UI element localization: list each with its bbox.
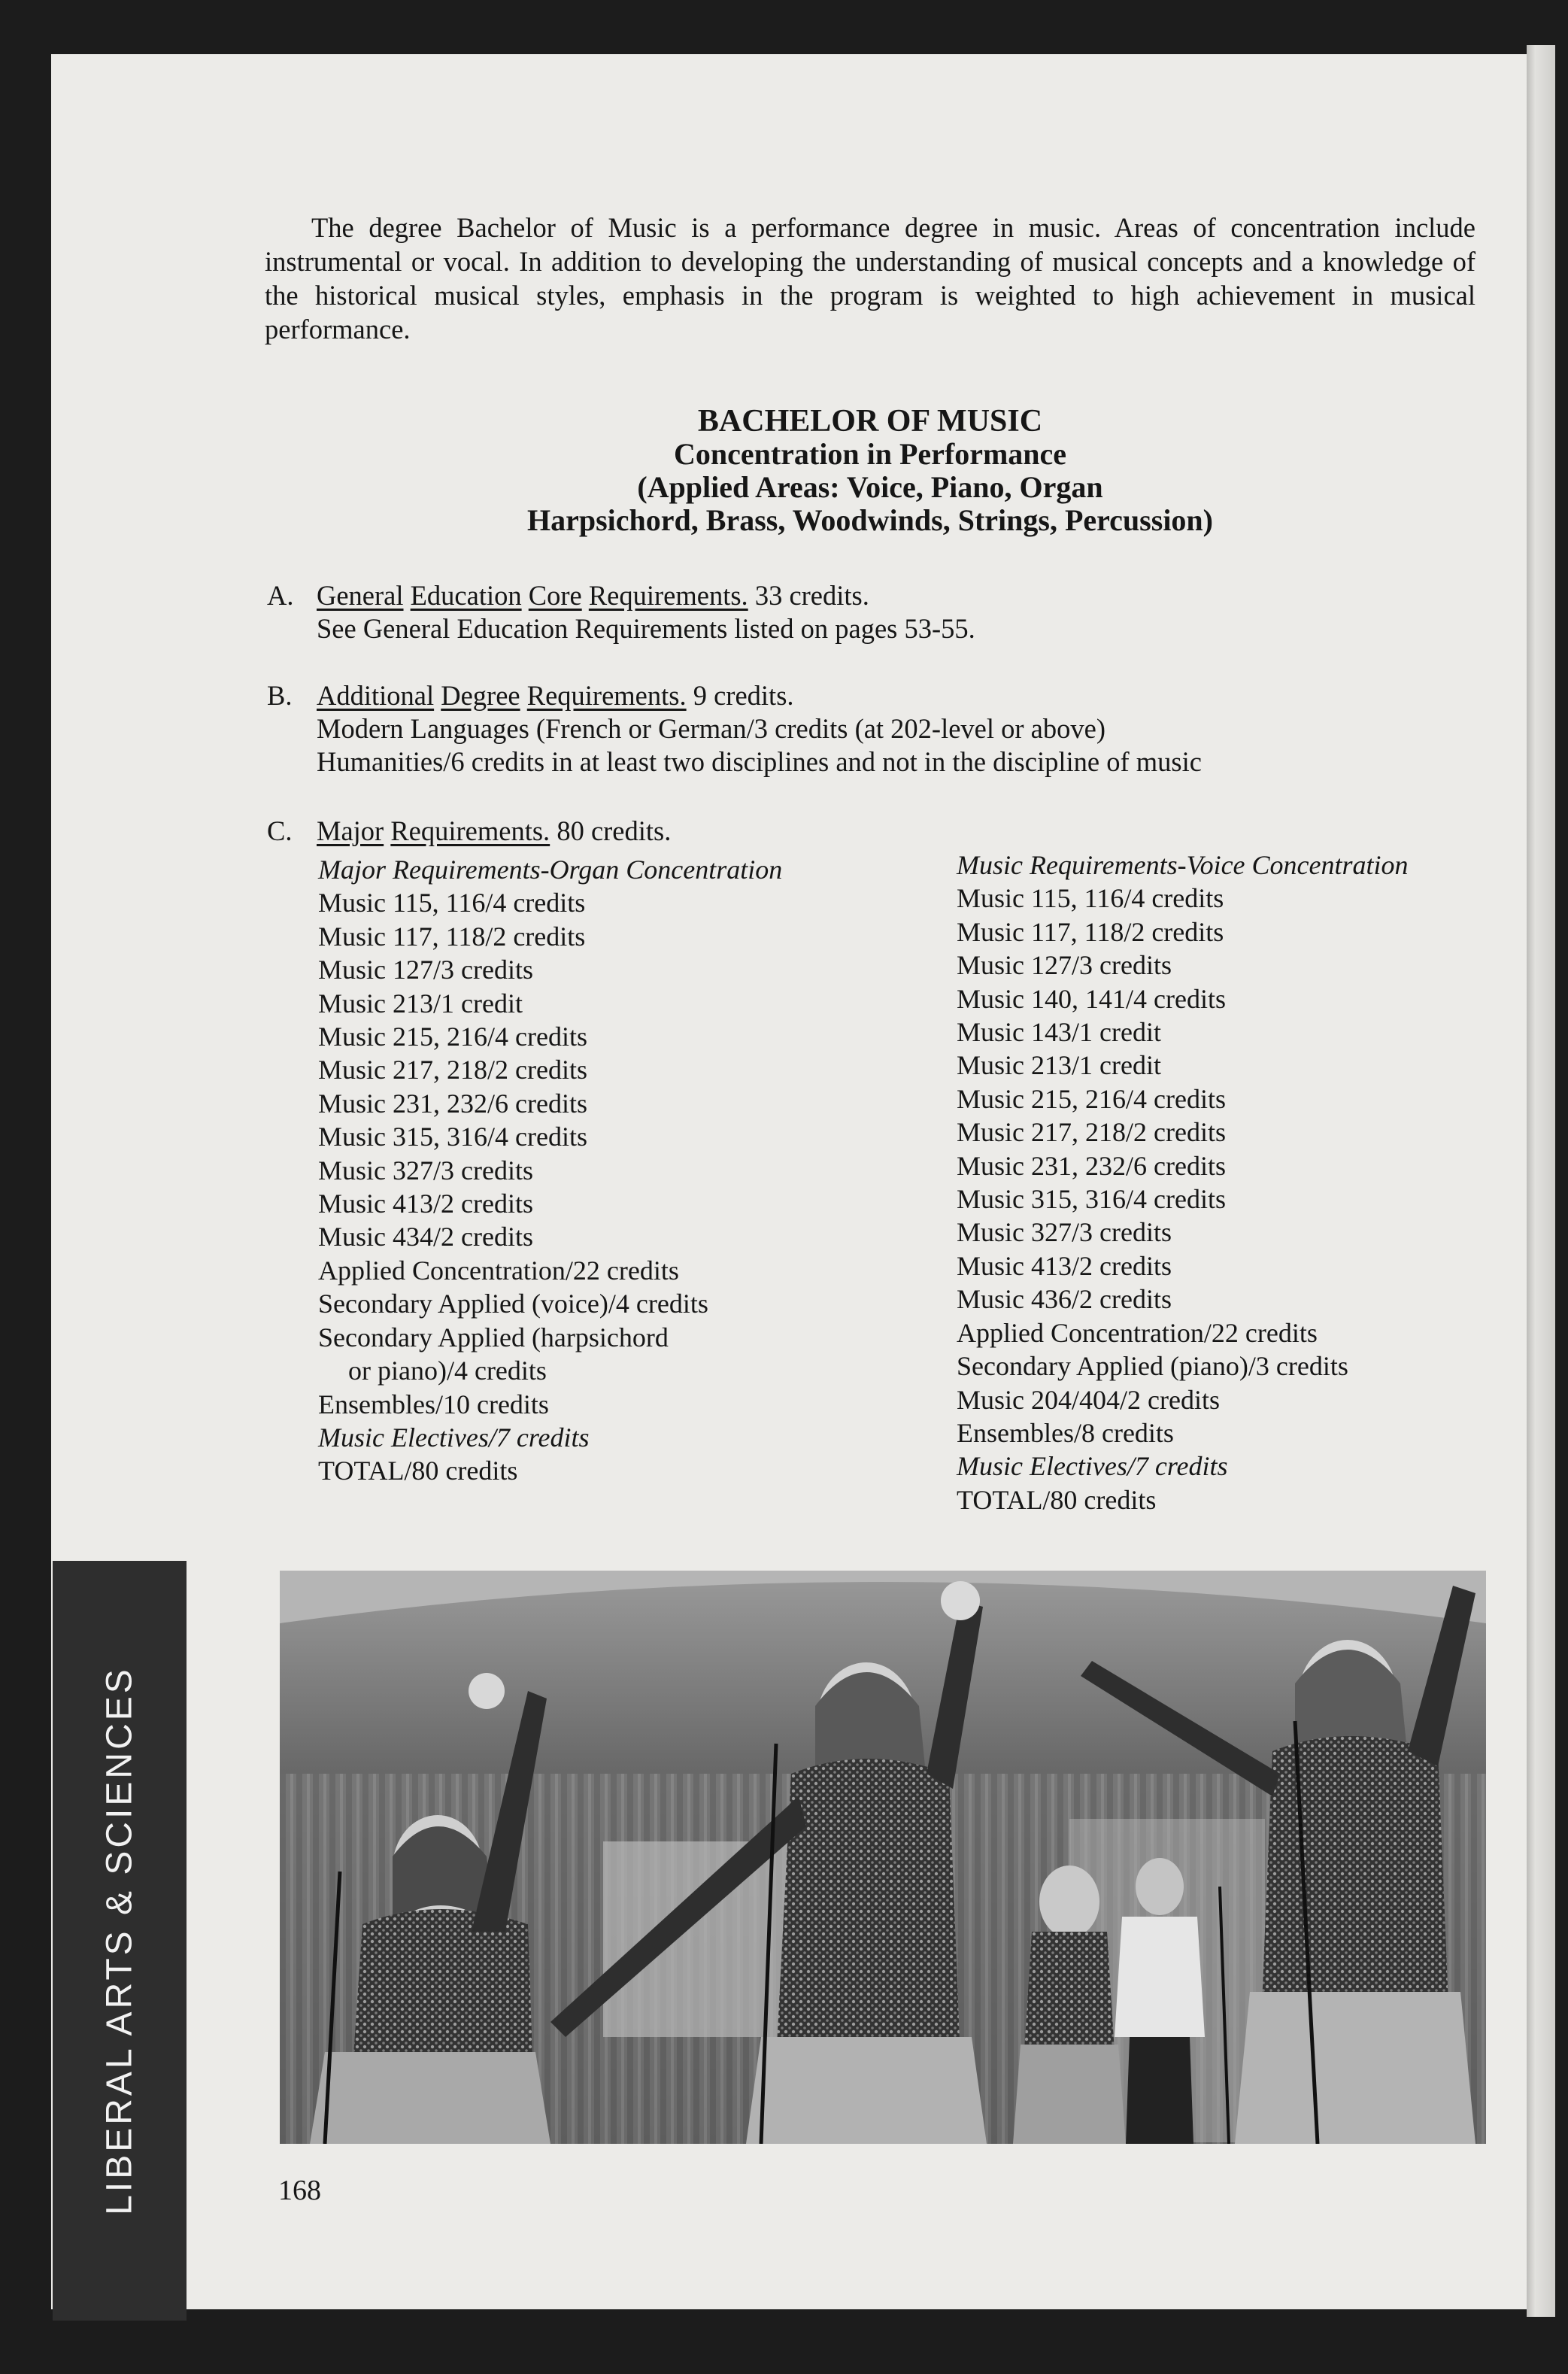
voice-heading: Music Requirements-Voice Concentration — [957, 850, 1409, 880]
program-title-line4: Harpsichord, Brass, Woodwinds, Strings, Percussion) — [526, 503, 1213, 537]
section-b-letter: B. — [267, 680, 293, 711]
section-b-line1: Modern Languages (French or German/3 credits (at 202-level or above) — [317, 713, 1105, 744]
list-item: Music 315, 316/4 credits — [318, 1122, 587, 1152]
voice-requirements — [957, 849, 1409, 1516]
section-b — [267, 679, 1485, 779]
organ-heading: Major Requirements-Organ Concentration — [318, 855, 783, 885]
list-item: Secondary Applied (voice)/4 credits — [318, 1289, 708, 1319]
list-item: Music 413/2 credits — [957, 1250, 1172, 1281]
organ-requirements — [318, 853, 782, 1488]
list-item: Ensembles/8 credits — [957, 1417, 1174, 1448]
section-tab-label: LIBERAL ARTS & SCIENCES — [99, 1666, 140, 2215]
program-title-line1: BACHELOR OF MUSIC — [697, 404, 1043, 439]
section-c-letter: C. — [267, 815, 293, 846]
list-item: Music 315, 316/4 credits — [957, 1184, 1226, 1215]
list-item: Ensembles/10 credits — [318, 1389, 549, 1419]
page-number: 168 — [278, 2175, 321, 2206]
list-item: Music 327/3 credits — [957, 1217, 1172, 1248]
section-a-letter: A. — [267, 580, 294, 611]
program-title — [265, 405, 1475, 537]
list-item: Music 213/1 credit — [957, 1050, 1161, 1081]
list-item: Secondary Applied (harpsichord — [318, 1322, 669, 1352]
list-item: Music 127/3 credits — [957, 950, 1172, 981]
list-item: Applied Concentration/22 credits — [957, 1317, 1318, 1348]
list-item: Music 115, 116/4 credits — [957, 883, 1224, 914]
organ-total: TOTAL/80 credits — [318, 1456, 518, 1486]
list-item: Music 434/2 credits — [318, 1222, 533, 1252]
section-c — [267, 815, 1485, 848]
list-item: Music 127/3 credits — [318, 955, 533, 985]
list-item: Music 117, 118/2 credits — [318, 921, 586, 952]
intro-paragraph: The degree Bachelor of Music is a performance degree in music. Areas of concentration include instrumental or vocal. In addition to developing the understanding of musical concepts and a knowledge of the historical musical styles, emphasis in the program is weighted to high achievement in musical performance. — [265, 212, 1475, 345]
section-a-note: See General Education Requirements listed on pages 53-55. — [317, 613, 975, 644]
list-item: or piano)/4 credits — [348, 1355, 547, 1386]
list-item: Music 217, 218/2 credits — [957, 1117, 1226, 1148]
organ-electives: Music Electives/7 credits — [318, 1422, 590, 1453]
program-title-line3: (Applied Areas: Voice, Piano, Organ — [637, 470, 1103, 504]
list-item: Music 117, 118/2 credits — [957, 916, 1224, 947]
choir-performance-photo — [280, 1571, 1486, 2144]
list-item: Applied Concentration/22 credits — [318, 1255, 679, 1286]
list-item: Music 231, 232/6 credits — [318, 1088, 587, 1119]
list-item: Music 327/3 credits — [318, 1155, 533, 1185]
section-c-heading: Major Requirements. 80 credits. — [317, 815, 672, 846]
list-item: Music 215, 216/4 credits — [318, 1022, 587, 1052]
section-b-heading: Additional Degree Requirements. 9 credits. — [317, 680, 794, 711]
list-item: Music 231, 232/6 credits — [957, 1150, 1226, 1181]
voice-electives: Music Electives/7 credits — [957, 1451, 1228, 1482]
page-edge — [1527, 45, 1555, 2317]
program-title-line2: Concentration in Performance — [673, 437, 1067, 471]
section-b-line2: Humanities/6 credits in at least two disciplines and not in the discipline of music — [317, 746, 1202, 777]
list-item: Music 436/2 credits — [957, 1284, 1172, 1315]
voice-total: TOTAL/80 credits — [957, 1484, 1157, 1515]
list-item: Music 143/1 credit — [957, 1017, 1161, 1048]
list-item: Music 413/2 credits — [318, 1189, 533, 1219]
list-item: Music 140, 141/4 credits — [957, 983, 1226, 1014]
list-item: Secondary Applied (piano)/3 credits — [957, 1351, 1348, 1382]
list-item: Music 213/1 credit — [318, 988, 523, 1019]
section-a-heading: General Education Core Requirements. 33 credits. — [317, 580, 869, 611]
list-item: Music 217, 218/2 credits — [318, 1055, 587, 1085]
list-item: Music 115, 116/4 credits — [318, 888, 586, 918]
section-a — [267, 579, 1485, 645]
list-item: Music 215, 216/4 credits — [957, 1083, 1226, 1114]
list-item: Music 204/404/2 credits — [957, 1384, 1220, 1415]
